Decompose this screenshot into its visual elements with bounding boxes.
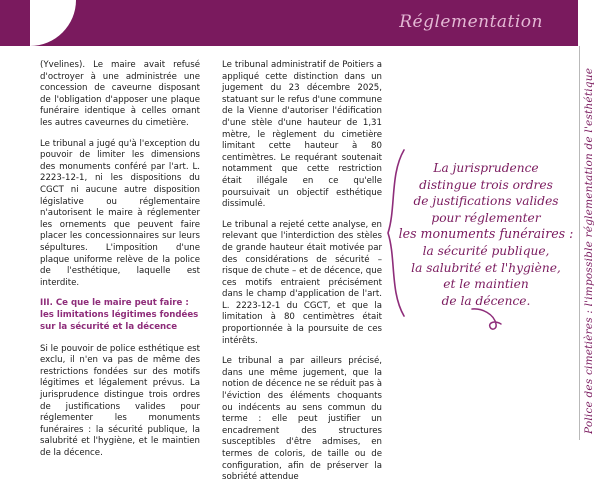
band-corner-curve	[30, 0, 76, 46]
paragraph: Si le pouvoir de police esthétique est exclu, il n'en va pas de même des restrictions fondées sur des motifs légitimes et légalement prévus. La jurisprudence distingue trois ordres de justifications valides pour réglementer les monuments funéraires : la sécurité publique, la salubrité et l'hygiène, et le maintien de la décence.	[40, 343, 200, 459]
paragraph: (Yvelines). Le maire avait refusé d'octroyer à une administrée une concession de caveurne disposant de l'obligation d'apposer une plaque funéraire identique à celles ornant les autres caveurnes du cimetière.	[40, 60, 200, 128]
paragraph: Le tribunal administratif de Poitiers a appliqué cette distinction dans un jugement du 23 décembre 2025, statuant sur le refus d'une commune de la Vienne d'autoriser l'édification d'une stèle d'une hauteur de 1,31 mètre, le règlement du cimetière limitant cette hauteur à 80 centimètres. Le requérant soutenait notamment que cette restriction était illégale en ce qu'elle poursuivait un objectif esthétique dissimulé.	[222, 60, 382, 210]
paragraph: Le tribunal a rejeté cette analyse, en relevant que l'interdiction des stèles de grande hauteur était motivée par des considérations de sécurité – risque de chute – et de décence, que ces motifs entraient précisément dans le champ d'application de l'art. L. 2223-12-1 du CGCT, et que la limitation à 80 centimètres était proportionnée à la poursuite de ces intérêts.	[222, 219, 382, 346]
paragraph: Le tribunal a jugé qu'à l'exception du pouvoir de limiter les dimensions des monuments conféré par l'art. L. 2223-12-1, ni les dispositions du CGCT ni aucune autre disposition législative ou réglementaire n'autorisent le maire à réglementer les ornements que peuvent faire placer les concessionnaires sur leurs sépultures. L'imposition d'une plaque uniforme relève de la police de l'esthétique, laquelle est interdite.	[40, 138, 200, 288]
pull-quote-line: La jurisprudence	[433, 161, 539, 175]
text-column-1	[40, 60, 200, 469]
pull-quote-line: la salubrité et l'hygiène,	[411, 260, 561, 275]
right-vertical-rule	[579, 46, 580, 440]
text-column-2	[222, 60, 382, 493]
pull-quote-line: distingue trois ordres	[419, 177, 553, 192]
pull-quote-line: et le maintien	[443, 277, 529, 292]
pull-quote	[398, 160, 574, 309]
pull-quote-line: la sécurité publique,	[422, 243, 550, 258]
pull-quote-line: de justifications valides	[413, 194, 559, 209]
pull-quote-line: pour réglementer	[431, 210, 541, 225]
subsection-heading: III. Ce que le maire peut faire : les limitations légitimes fondées sur la sécurité et la décence	[40, 298, 199, 332]
pull-quote-line: de la décence.	[441, 293, 531, 308]
pull-quote-line: les monuments funéraires :	[398, 226, 574, 242]
running-head: Police des cimetières : l'impossible réglementation de l'esthétique	[583, 67, 595, 434]
decorative-swirl-icon	[470, 306, 504, 332]
section-title: Réglementation	[399, 12, 543, 32]
paragraph: Le tribunal a par ailleurs précisé, dans une même jugement, que la notion de décence ne se réduit pas à l'éviction des éléments choquants ou indécents au sens commun du terme : elle peut justifier un encadrement des structures susceptibles d'être admises, en termes de coloris, de taille ou de configuration, afin de préserver la sobriété attendue	[222, 356, 382, 483]
